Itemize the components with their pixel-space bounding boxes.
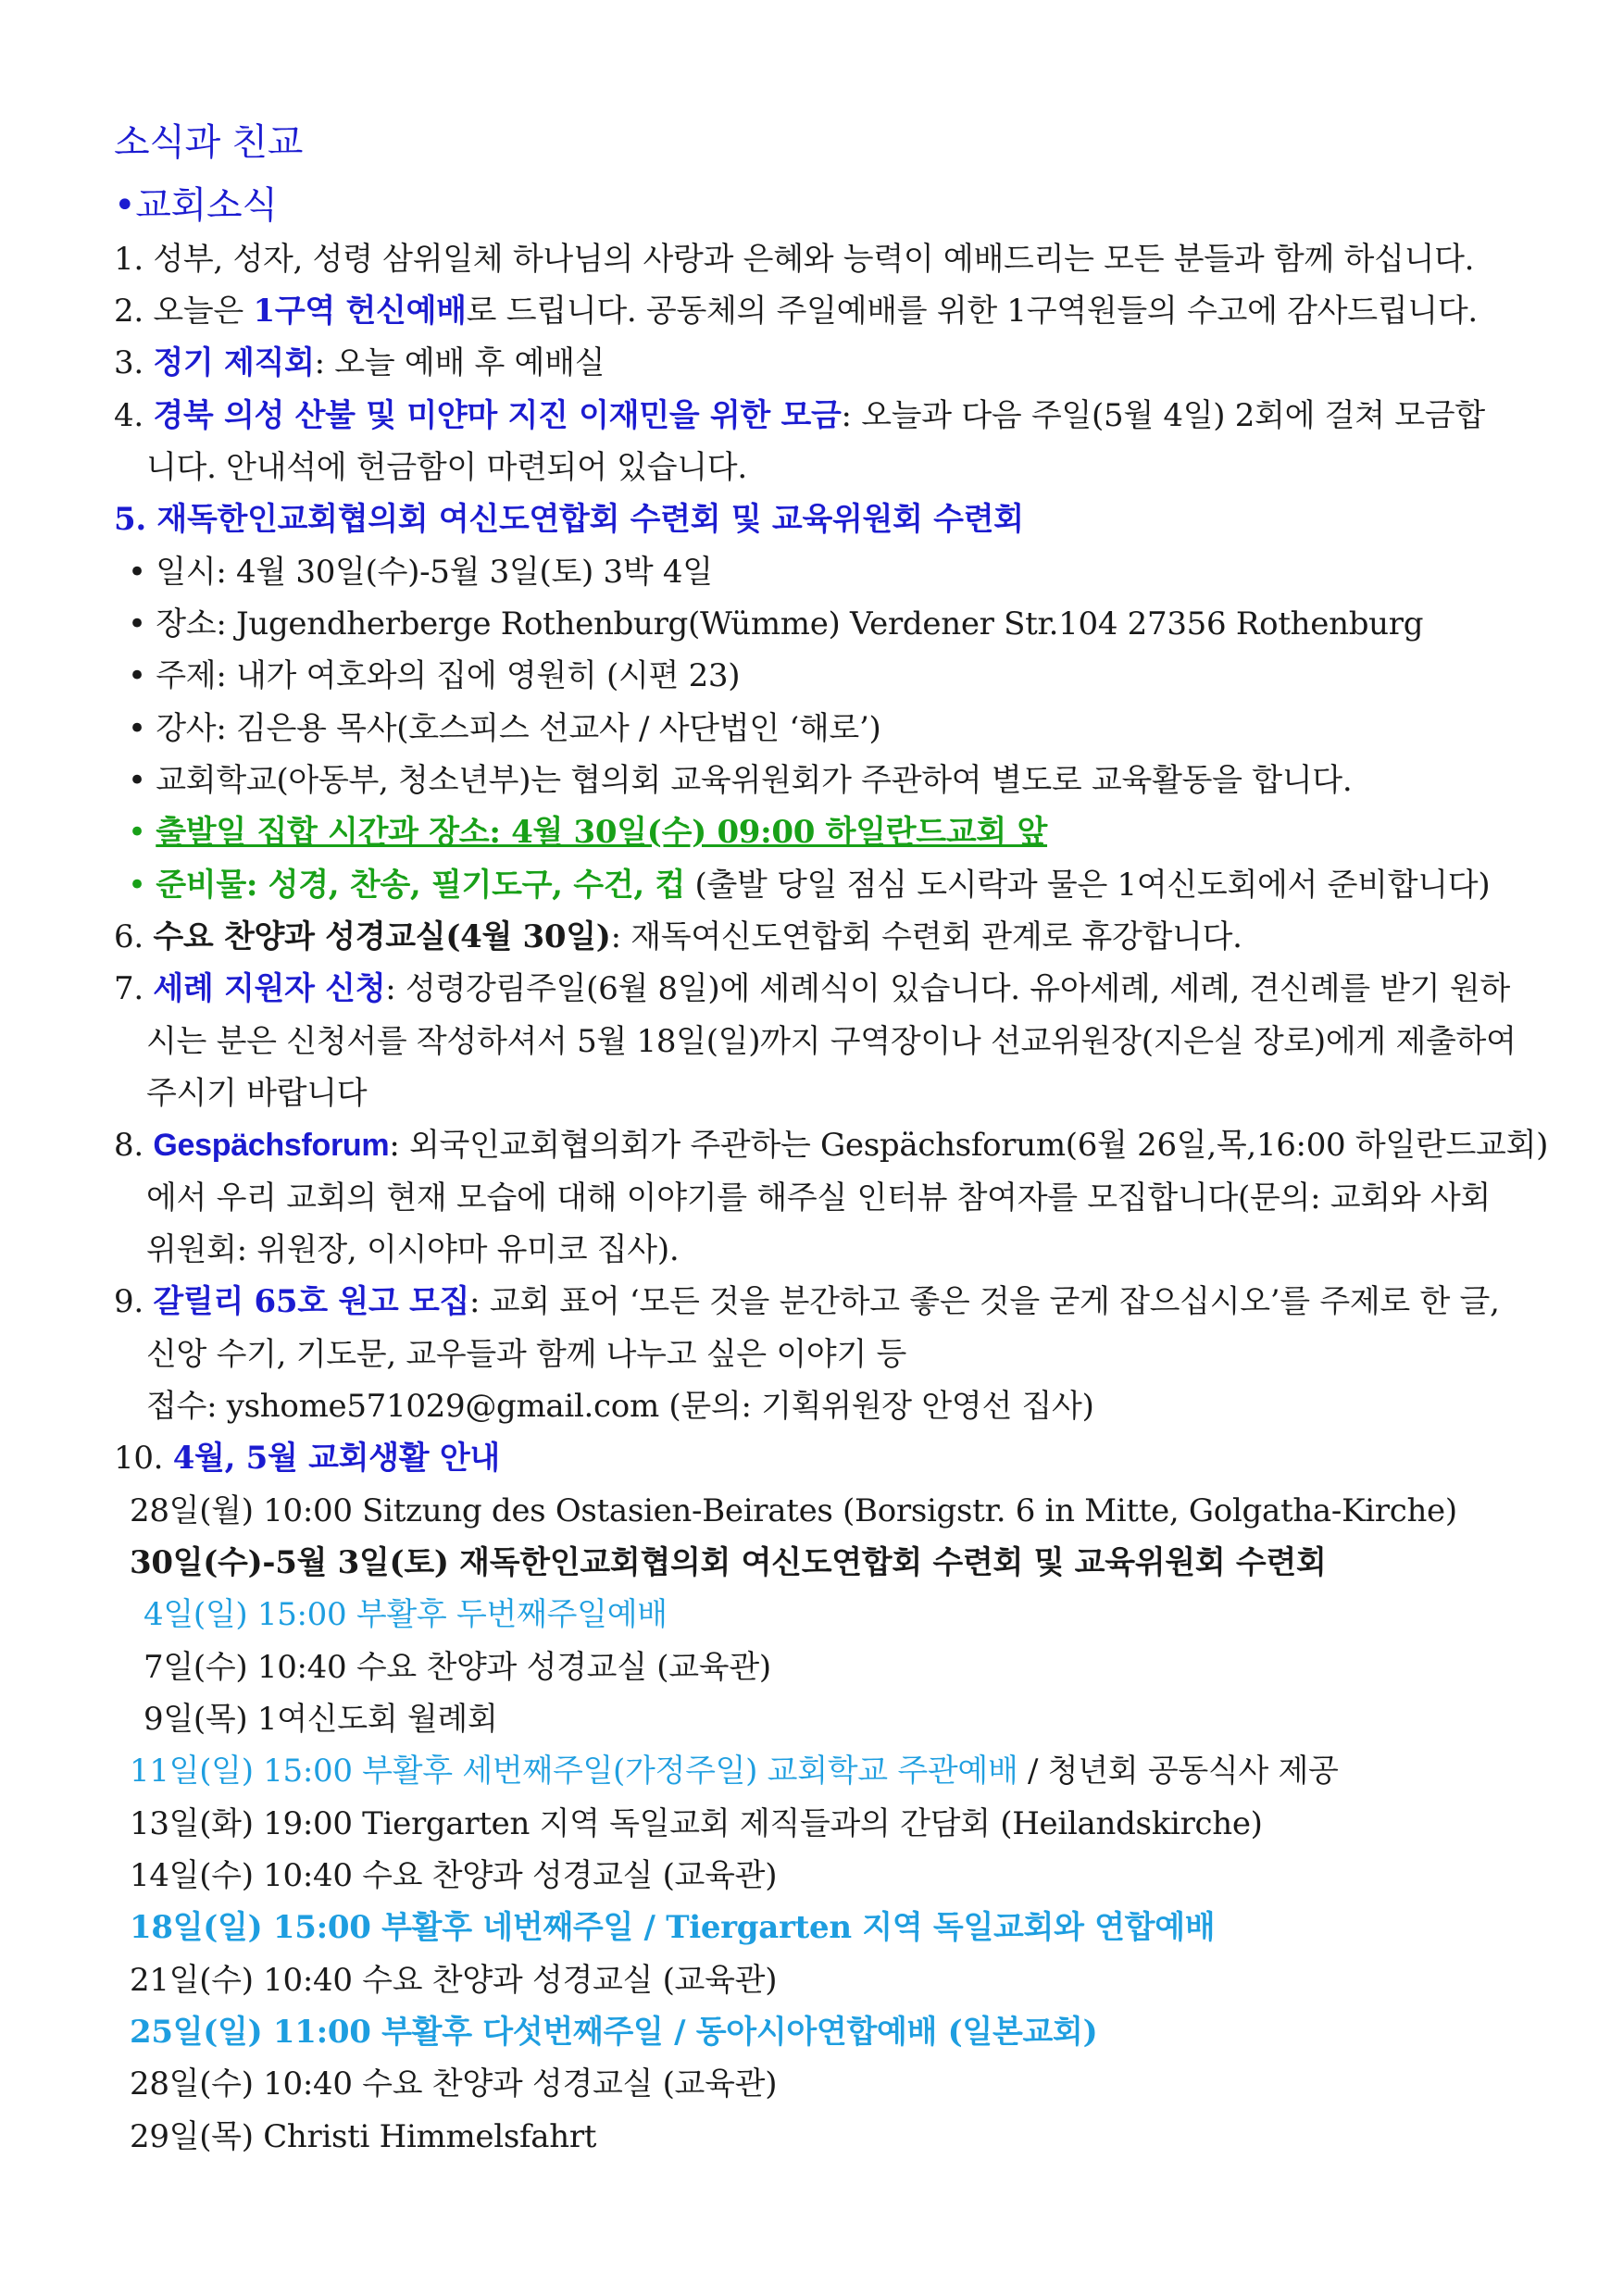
notice-item-7-cont: 주시기 바랍니다 bbox=[146, 1075, 368, 1112]
notice-text: : 오늘 예배 후 예배실 bbox=[314, 344, 606, 381]
notice-item-6 bbox=[114, 917, 1242, 957]
schedule-note: / 청년회 공동식사 제공 bbox=[1017, 1753, 1339, 1790]
schedule-item: 21일(수) 10:40 수요 찬양과 성경교실 (교육관) bbox=[130, 1962, 778, 1999]
schedule-item: 29일(목) Christi Himmelsfahrt bbox=[130, 2118, 597, 2155]
bullet: • bbox=[128, 814, 156, 851]
item-number: 4. bbox=[114, 397, 154, 434]
schedule-item: 30일(수)-5월 3일(토) 재독한인교회협의회 여신도연합회 수련회 및 교육위원회 수련회 bbox=[130, 1544, 1327, 1581]
notice-highlight: 경북 의성 산불 및 미얀마 지진 이재민을 위한 모금 bbox=[153, 397, 842, 434]
item-number: 3. bbox=[114, 344, 154, 381]
retreat-departure bbox=[128, 812, 1047, 853]
notice-item-5-heading: 5. 재독한인교회협의회 여신도연합회 수련회 및 교육위원회 수련회 bbox=[114, 501, 1024, 538]
notice-item-7-cont: 시는 분은 신청서를 작성하셔서 5월 18일(일)까지 구역장이나 선교위원장(지은실 장로)에게 제출하여 bbox=[146, 1023, 1517, 1060]
notice-text: : 성령강림주일(6월 8일)에 세례식이 있습니다. 유아세례, 세례, 견신례를 받기 원하 bbox=[385, 970, 1510, 1007]
notice-highlight: 1구역 헌신예배 bbox=[253, 293, 467, 330]
departure-info: 출발일 집합 시간과 장소: 4월 30일(수) 09:00 하일란드교회 앞 bbox=[156, 814, 1048, 851]
schedule-item: 28일(수) 10:40 수요 찬양과 성경교실 (교육관) bbox=[130, 2065, 778, 2103]
notice-item-4 bbox=[114, 395, 1485, 436]
notice-text: : 재독여신도연합회 수련회 관계로 휴강합니다. bbox=[610, 918, 1242, 955]
notice-item-10 bbox=[114, 1438, 500, 1479]
schedule-highlight: 11일(일) 15:00 부활후 세번째주일(가정주일) 교회학교 주관예배 bbox=[130, 1753, 1018, 1790]
bullet: • bbox=[128, 867, 156, 904]
notice-item-7 bbox=[114, 968, 1510, 1009]
item-number: 10. bbox=[114, 1440, 173, 1477]
notice-item-9 bbox=[114, 1281, 1500, 1322]
schedule-item: 4일(일) 15:00 부활후 두번째주일예배 bbox=[144, 1596, 668, 1633]
supplies-note: (출발 당일 점심 도시락과 물은 1여신도회에서 준비합니다) bbox=[684, 867, 1491, 904]
notice-text: : 오늘과 다음 주일(5월 4일) 2회에 걸쳐 모금합 bbox=[841, 397, 1485, 434]
notice-item-8-cont: 에서 우리 교회의 현재 모습에 대해 이야기를 해주실 인터뷰 참여자를 모집합니다(문의: 교회와 사회 bbox=[146, 1179, 1491, 1217]
schedule-item: 18일(일) 15:00 부활후 네번째주일 / Tiergarten 지역 독일교회와 연합예배 bbox=[130, 1909, 1216, 1946]
retreat-supplies bbox=[128, 865, 1490, 905]
schedule-item: 25일(일) 11:00 부활후 다섯번째주일 / 동아시아연합예배 (일본교회) bbox=[130, 2014, 1098, 2051]
retreat-location: • 장소: Jugendherberge Rothenburg(Wümme) Verdener Str.104 27356 Rothenburg bbox=[128, 605, 1424, 643]
item-number: 6. bbox=[114, 918, 154, 955]
notice-highlight: 세례 지원자 신청 bbox=[153, 970, 386, 1007]
schedule-item: 28일(월) 10:00 Sitzung des Ostasien-Beirates (Borsigstr. 6 in Mitte, Golgatha-Kirche) bbox=[130, 1492, 1457, 1529]
schedule-item: 7일(수) 10:40 수요 찬양과 성경교실 (교육관) bbox=[144, 1649, 771, 1686]
item-number: 8. bbox=[114, 1127, 154, 1164]
schedule-item: 14일(수) 10:40 수요 찬양과 성경교실 (교육관) bbox=[130, 1857, 778, 1894]
notice-text: 로 드립니다. 공동체의 주일예배를 위한 1구역원들의 수고에 감사드립니다. bbox=[466, 293, 1478, 330]
notice-item-8-cont: 위원회: 위원장, 이시야마 유미코 집사). bbox=[146, 1231, 680, 1268]
item-number: 7. bbox=[114, 970, 154, 1007]
notice-text: : 외국인교회협의회가 주관하는 Gespächsforum(6월 26일,목,16:00 하일란드교회) bbox=[389, 1127, 1549, 1164]
retreat-church-school: • 교회학교(아동부, 청소년부)는 협의회 교육위원회가 주관하여 별도로 교육활동을 합니다. bbox=[128, 762, 1353, 799]
item-number: 2. 오늘은 bbox=[114, 293, 254, 330]
notice-highlight: 정기 제직회 bbox=[153, 344, 315, 381]
notice-highlight: 수요 찬양과 성경교실(4월 30일) bbox=[153, 918, 611, 955]
supplies-list: 준비물: 성경, 찬송, 필기도구, 수건, 컵 bbox=[156, 867, 685, 904]
notice-item-8 bbox=[114, 1125, 1548, 1166]
notice-item-2 bbox=[114, 291, 1478, 331]
retreat-date: • 일시: 4월 30일(수)-5월 3일(토) 3박 4일 bbox=[128, 554, 713, 591]
notice-text: : 교회 표어 ‘모든 것을 분간하고 좋은 것을 굳게 잡으십시오’를 주제로 한 글, bbox=[469, 1283, 1500, 1320]
notice-item-3 bbox=[114, 343, 605, 383]
retreat-theme: • 주제: 내가 여호와의 집에 영원히 (시편 23) bbox=[128, 657, 741, 694]
section-heading: •교회소식 bbox=[114, 184, 278, 227]
notice-item-9-contact: 접수: yshome571029@gmail.com (문의: 기획위원장 안영선 집사) bbox=[146, 1388, 1094, 1425]
notice-item-9-cont: 신앙 수기, 기도문, 교우들과 함께 나누고 싶은 이야기 등 bbox=[146, 1336, 907, 1373]
notice-item-4-cont: 니다. 안내석에 헌금함이 마련되어 있습니다. bbox=[146, 449, 747, 486]
notice-highlight: Gespächsforum bbox=[153, 1128, 390, 1163]
schedule-item bbox=[130, 1751, 1339, 1791]
notice-highlight: 갈릴리 65호 원고 모집 bbox=[153, 1283, 470, 1320]
notice-highlight: 4월, 5월 교회생활 안내 bbox=[172, 1440, 500, 1477]
item-number: 9. bbox=[114, 1283, 154, 1320]
retreat-speaker: • 강사: 김은용 목사(호스피스 선교사 / 사단법인 ‘해로’) bbox=[128, 710, 881, 747]
notice-item-1: 1. 성부, 성자, 성령 삼위일체 하나님의 사랑과 은혜와 능력이 예배드리는 모든 분들과 함께 하십니다. bbox=[114, 241, 1475, 278]
schedule-item: 9일(목) 1여신도회 월례회 bbox=[144, 1701, 498, 1738]
schedule-item: 13일(화) 19:00 Tiergarten 지역 독일교회 제직들과의 간담회 (Heilandskirche) bbox=[130, 1805, 1263, 1842]
page-title: 소식과 친교 bbox=[114, 121, 304, 164]
